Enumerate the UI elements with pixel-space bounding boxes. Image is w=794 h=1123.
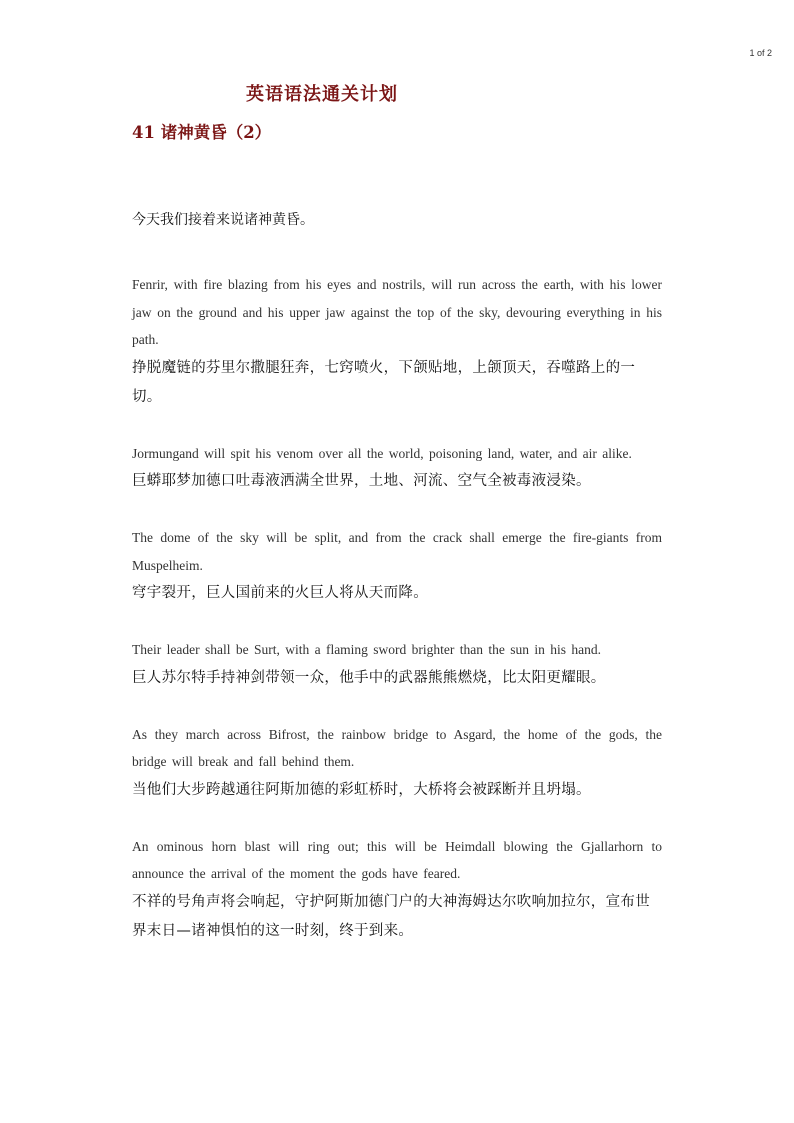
- paragraph-6: [132, 833, 662, 946]
- document-body: [132, 206, 662, 974]
- english-sentence: The dome of the sky will be split, and from the crack shall emerge the fire-giants from Muspelheim.: [132, 530, 662, 573]
- english-sentence: An ominous horn blast will ring out; this will be Heimdall blowing the Gjallarhorn to announce the arrival of the moment the gods have feared.: [132, 838, 662, 881]
- page-number: 1 of 2: [749, 48, 772, 58]
- paragraph-1: [132, 271, 662, 412]
- intro-text: 今天我们接着来说诸神黄昏。: [132, 212, 314, 228]
- english-sentence: As they march across Bifrost, the rainbow bridge to Asgard, the home of the gods, the bridge will break and fall behind them.: [132, 726, 662, 769]
- document-title: 英语语法通关计划: [246, 84, 398, 105]
- english-sentence: Jormungand will spit his venom over all the world, poisoning land, water, and air alike.: [132, 445, 632, 461]
- chinese-translation: 穹宇裂开，巨人国前来的火巨人将从天而降。: [132, 585, 428, 601]
- paragraph-2: [132, 440, 662, 497]
- english-sentence: Their leader shall be Surt, with a flaming sword brighter than the sun in his hand.: [132, 642, 602, 657]
- paragraph-3: [132, 524, 662, 608]
- chinese-translation: 不祥的号角声将会响起，守护阿斯加德门户的大神海姆达尔吹响加拉尔，宣布世界末日—诸神惧怕的这一时刻，终于到来。: [132, 893, 650, 939]
- chinese-translation: 当他们大步跨越通往阿斯加德的彩虹桥时，大桥将会被踩断并且坍塌。: [132, 781, 591, 798]
- english-sentence: Fenrir, with fire blazing from his eyes and nostrils, will run across the earth, with his lower jaw on the ground and his upper jaw against the top of the sky, devouring everything in his path.: [132, 277, 662, 347]
- chinese-translation: 巨人苏尔特手持神剑带领一众，他手中的武器熊熊燃烧，比太阳更耀眼。: [132, 669, 606, 686]
- paragraph-5: [132, 721, 662, 805]
- chinese-translation: 巨蟒耶梦加德口吐毒液洒满全世界，土地、河流、空气全被毒液浸染。: [132, 473, 591, 489]
- paragraph-4: [132, 636, 662, 693]
- chinese-translation: 挣脱魔链的芬里尔撒腿狂奔，七窍喷火，下颌贴地，上颌顶天，吞噬路上的一切。: [132, 359, 636, 405]
- lesson-subtitle: 41 诸神黄昏（2）: [132, 123, 272, 142]
